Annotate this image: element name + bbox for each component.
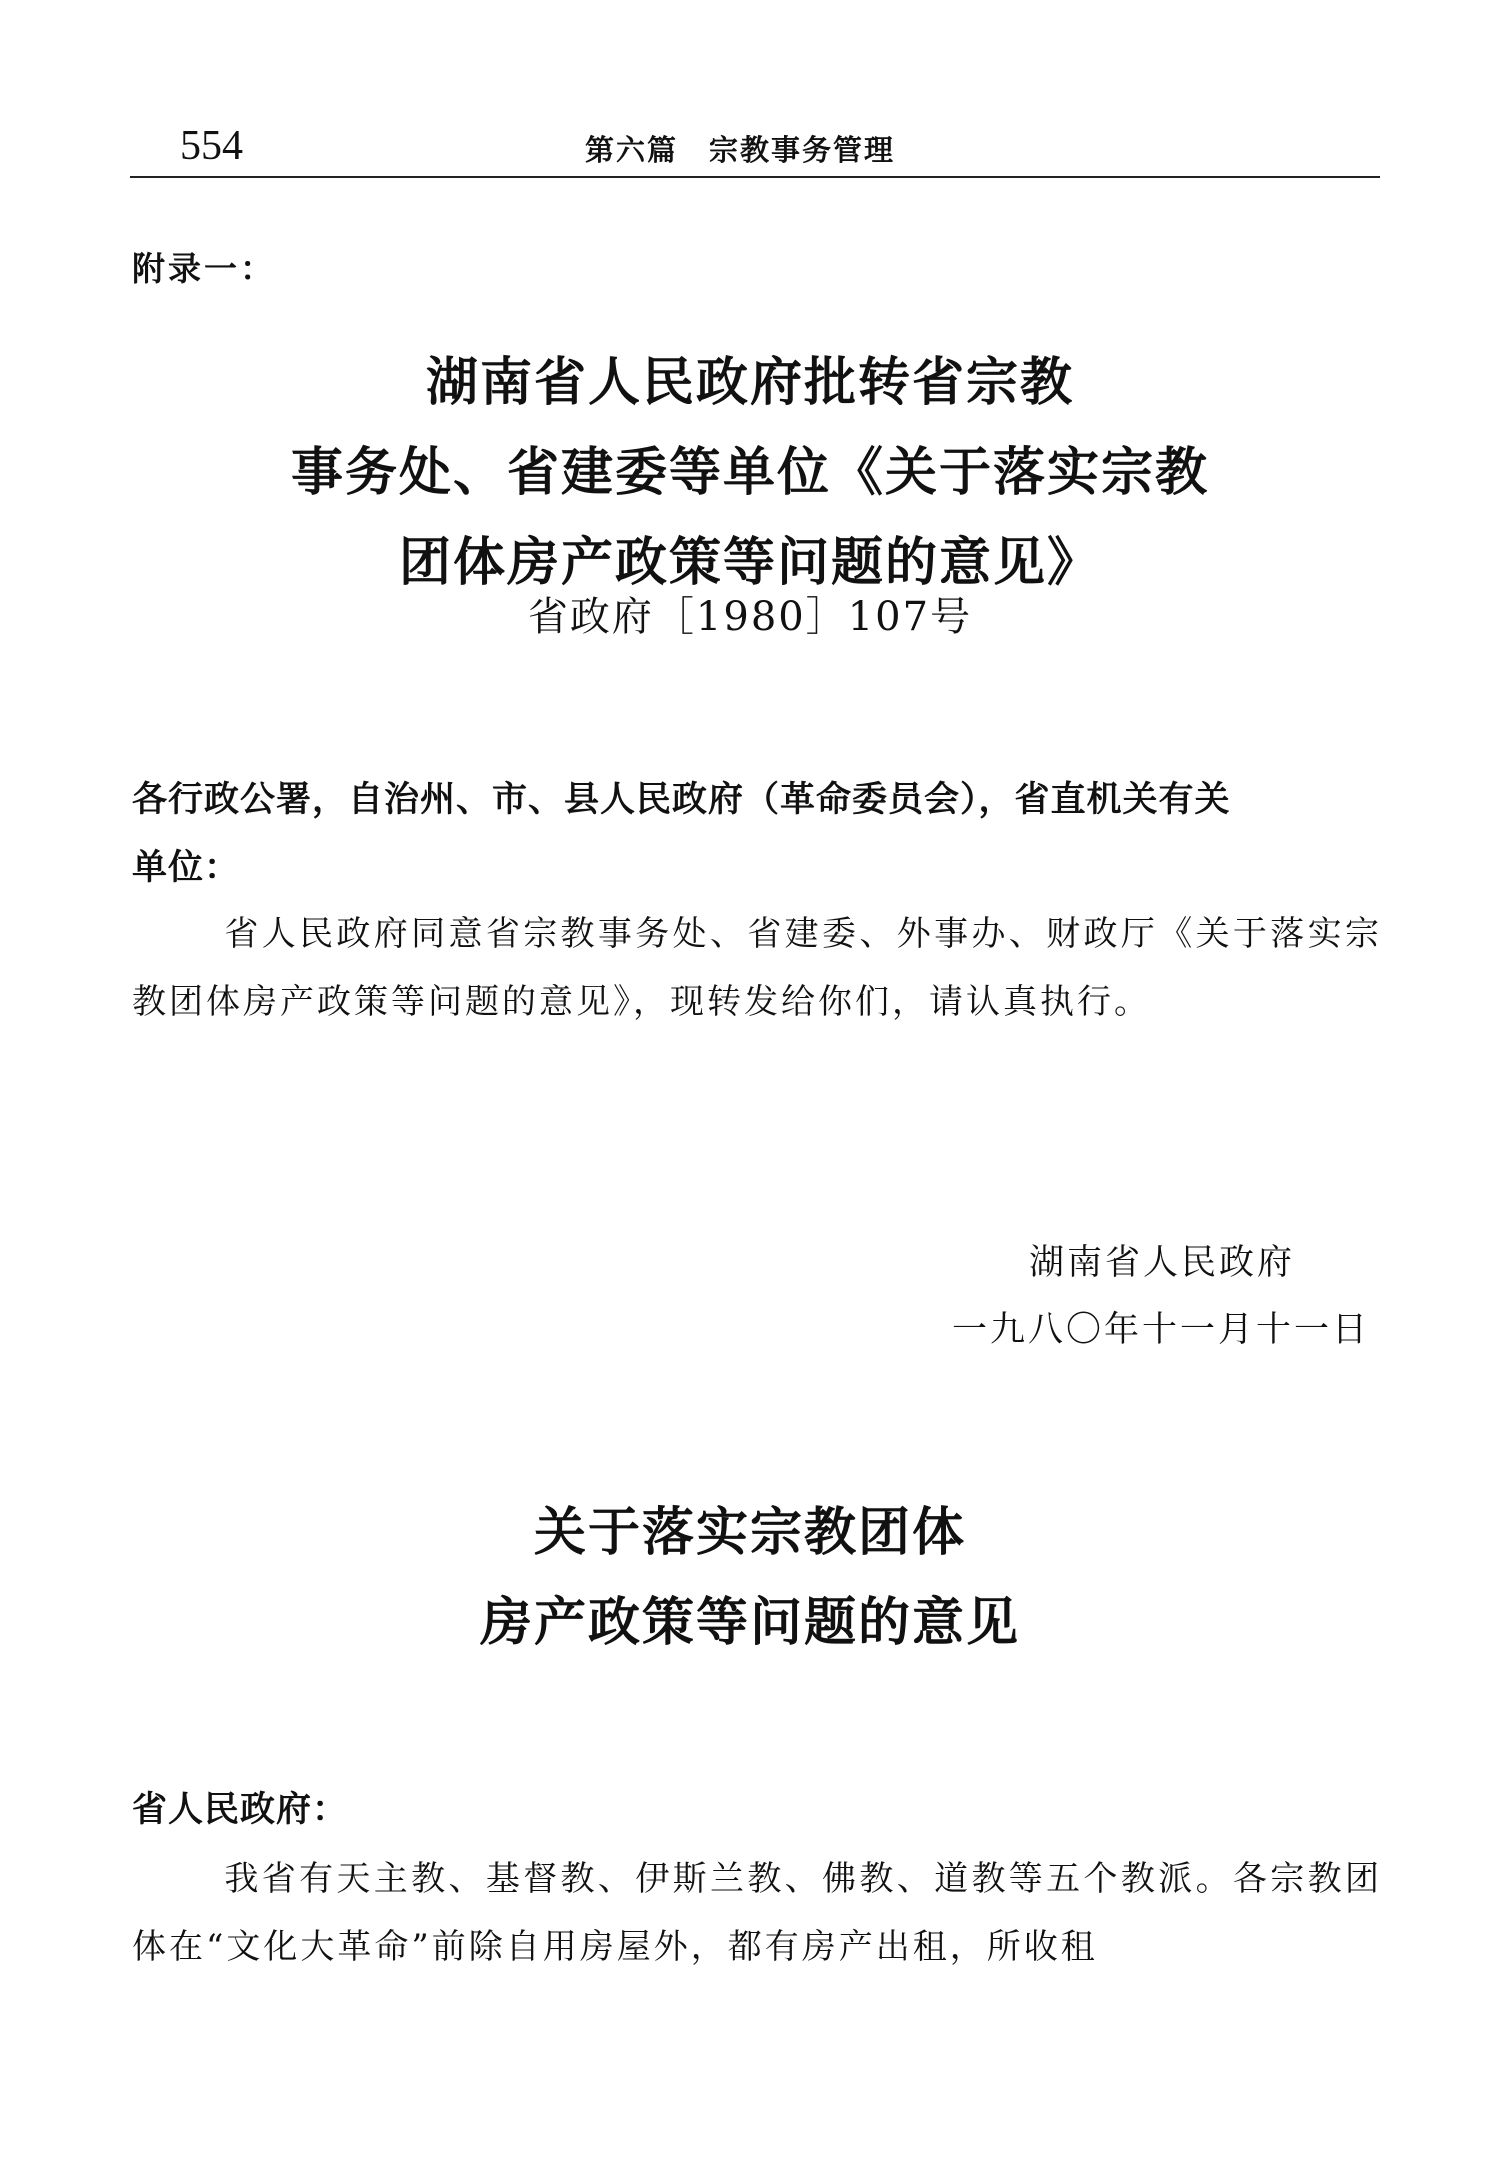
addressee-line: 单位：	[132, 848, 241, 888]
document-2-addressee: 省人民政府：	[132, 1790, 349, 1830]
document-2-body	[132, 1845, 1382, 1981]
addressee-line: 各行政公署，自治州、市、县人民政府（革命委员会），省直机关有关	[132, 780, 1231, 820]
document-1-title	[0, 338, 1500, 608]
title-line: 房产政策等问题的意见	[479, 1593, 1020, 1653]
document-2-title	[0, 1488, 1500, 1668]
title-line: 事务处、省建委等单位《关于落实宗教	[290, 443, 1209, 503]
body-text: 省人民政府同意省宗教事务处、省建委、外事办、财政厅《关于落实宗教团体房产政策等问题的意见》，现转发给你们，请认真执行。	[132, 914, 1382, 1022]
appendix-label: 附录一：	[132, 249, 276, 288]
body-text: 我省有天主教、基督教、伊斯兰教、佛教、道教等五个教派。各宗教团体在“文化大革命”前除自用房屋外，都有房产出租，所收租	[132, 1859, 1382, 1967]
section-title: 第六篇 宗教事务管理	[585, 133, 896, 167]
title-line: 团体房产政策等问题的意见》	[398, 533, 1101, 593]
title-line: 关于落实宗教团体	[533, 1503, 966, 1563]
page-number: 554	[180, 123, 243, 169]
running-head	[130, 112, 1380, 172]
title-line: 湖南省人民政府批转省宗教	[425, 353, 1074, 413]
signature-date: 一九八〇年十一月十一日	[951, 1310, 1370, 1350]
signature-organization: 湖南省人民政府	[1028, 1243, 1295, 1283]
header-divider	[130, 176, 1380, 178]
document-1-addressee	[132, 766, 1372, 902]
document-1-body	[132, 900, 1382, 1036]
document-number: 省政府［1980］107号	[527, 594, 973, 640]
